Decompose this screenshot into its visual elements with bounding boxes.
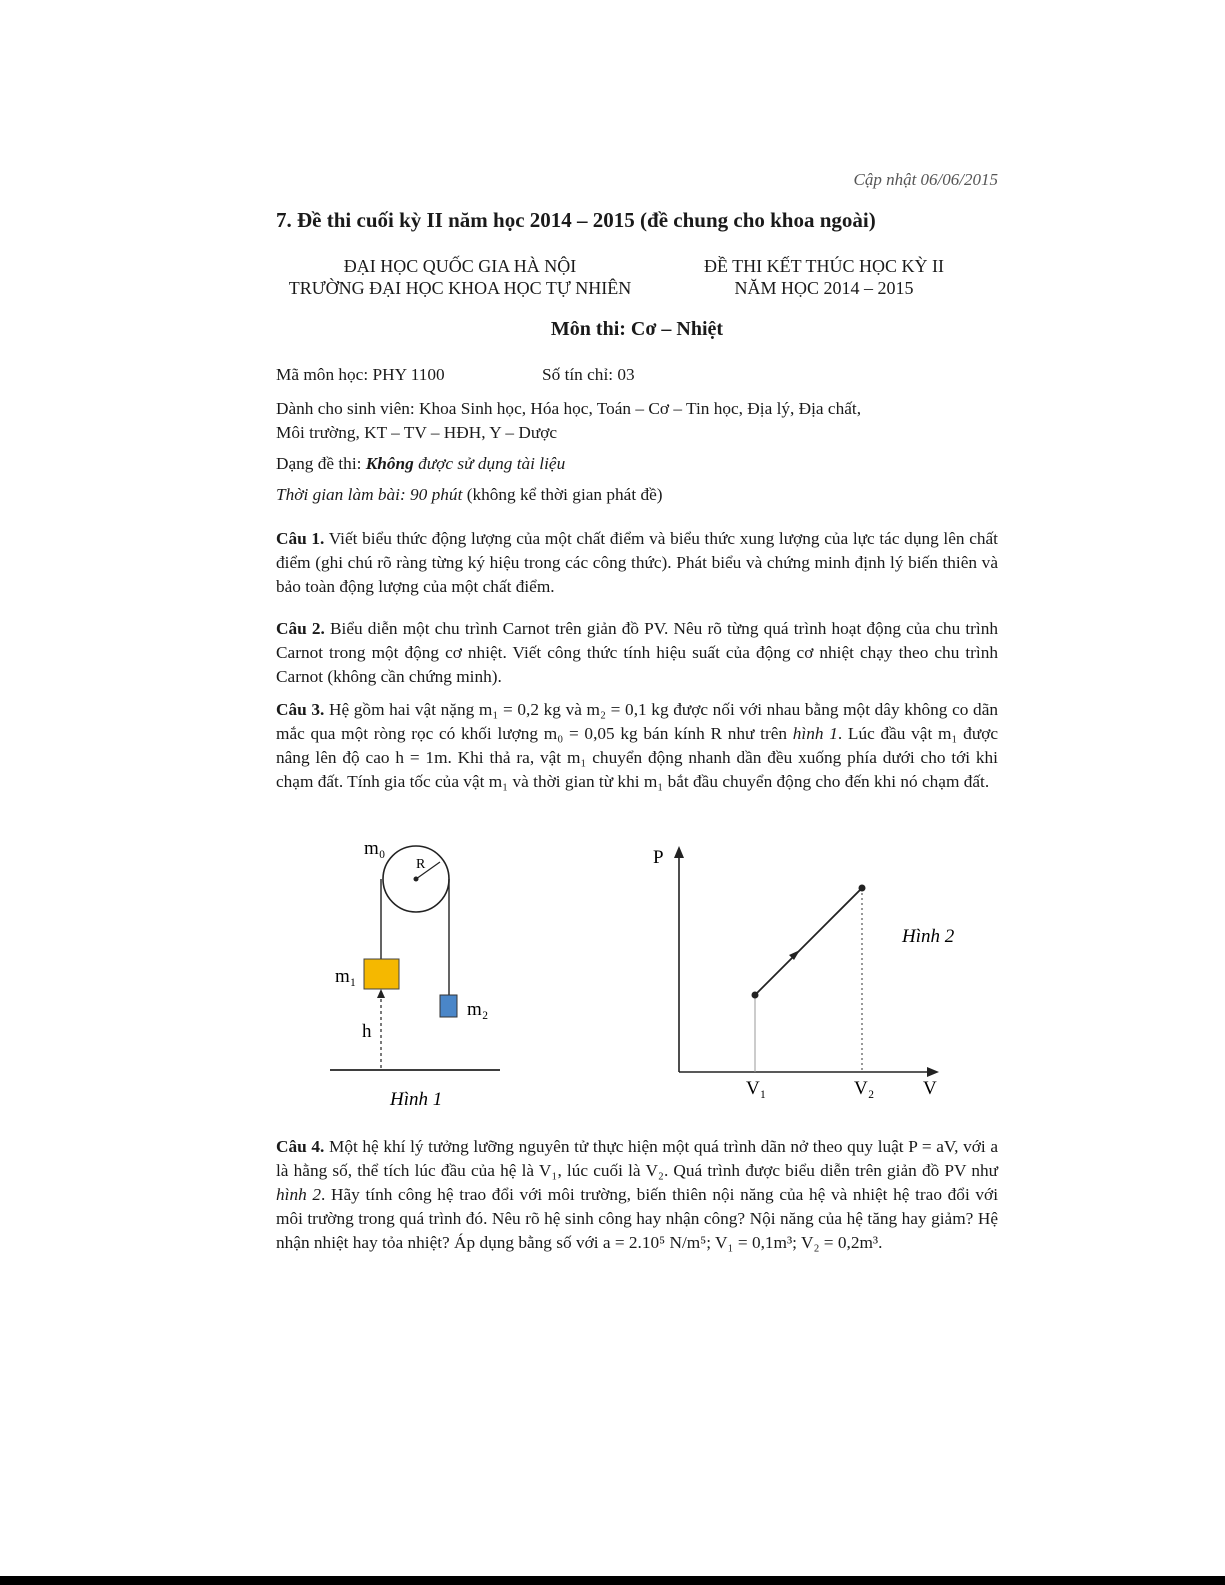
exam-name: ĐỀ THI KẾT THÚC HỌC KỲ II	[704, 256, 944, 276]
format-label: Dạng đề thi:	[276, 454, 366, 473]
school-year: NĂM HỌC 2014 – 2015	[734, 278, 914, 298]
figure-2	[640, 838, 960, 1103]
question-label: Câu 4.	[276, 1137, 325, 1156]
state-point-1	[752, 992, 759, 999]
mass-m2-block	[440, 995, 457, 1017]
faculty-name: TRƯỜNG ĐẠI HỌC KHOA HỌC TỰ NHIÊN	[288, 278, 632, 298]
question-text: . Lúc đầu vật m₁ được nâng lên độ cao h = 1m. Khi thả ra, vật m₁ chuyển động nhanh dần đều xuống phía dưới cho tới khi chạm đất. Tính gia tốc của vật m₁ và thời gian từ khi m₁ bắt đầu chuyển động cho đến khi nó chạm đất.	[276, 724, 998, 791]
subject-title: Môn thi: Cơ – Nhiệt	[550, 318, 724, 340]
figure-2-caption: Hình 2	[902, 926, 955, 947]
audience-line-2: Môi trường, KT – TV – HĐH, Y – Dược	[276, 423, 558, 442]
question-3	[276, 698, 998, 794]
question-label: Câu 2.	[276, 619, 325, 638]
question-text: . Hãy tính công hệ trao đổi với môi trường, biến thiên nội năng của hệ và nhiệt hệ trao đổi với môi trường trong quá trình đó. Nêu rõ hệ sinh công hay nhận công? Nội năng của hệ tăng hay giảm? Hệ nhận nhiệt hay tỏa nhiệt? Áp dụng bằng số với a = 2.10⁵ N/m⁵; V₁ = 0,1m³; V₂ = 0,2m³.	[276, 1185, 998, 1252]
format-bold: Không	[365, 454, 414, 473]
question-text: Hệ gồm hai vật nặng m₁ = 0,2 kg và m₂ = 0,1 kg được nối với nhau bằng một dây không co dãn mắc qua một ròng rọc có khối lượng m₀ = 0,05 kg bán kính R như trên	[276, 700, 999, 743]
question-text: Viết biểu thức động lượng của một chất điểm và biểu thức xung lượng của lực tác dụng lên chất điểm (ghi chú rõ ràng từng ký hiệu trong các công thức). Phát biểu và chứng minh định lý biến thiên và bảo toàn động lượng của một chất điểm.	[276, 529, 998, 596]
course-code: Mã môn học: PHY 1100	[276, 365, 445, 384]
question-2	[276, 617, 998, 689]
mass-m1-block	[364, 959, 399, 989]
height-arrow-head	[377, 989, 385, 998]
audience-line-1: Dành cho sinh viên: Khoa Sinh học, Hóa học, Toán – Cơ – Tin học, Địa lý, Địa chất,	[276, 399, 862, 418]
label-p-axis: P	[653, 847, 664, 868]
exam-time	[276, 483, 998, 507]
label-h: h	[362, 1021, 372, 1042]
label-m2: m₂	[467, 999, 489, 1020]
v-axis-arrow	[927, 1067, 939, 1077]
figure-1-caption: Hình 1	[390, 1089, 443, 1110]
audience	[276, 397, 998, 445]
label-v1: V₁	[746, 1078, 767, 1099]
question-label: Câu 3.	[276, 700, 325, 719]
institution-left	[250, 255, 670, 299]
figure-reference: hình 2	[276, 1185, 322, 1204]
label-v2: V₂	[854, 1078, 875, 1099]
time-italic: Thời gian làm bài: 90 phút	[276, 485, 463, 504]
time-rest: (không kể thời gian phát đề)	[462, 485, 663, 504]
label-m1: m₁	[335, 966, 357, 987]
update-note: Cập nhật 06/06/2015	[853, 170, 998, 189]
question-4	[276, 1135, 998, 1255]
label-v-axis: V	[923, 1078, 937, 1099]
figure-reference: hình 1	[792, 724, 838, 743]
state-point-2	[859, 885, 866, 892]
bottom-border	[0, 1576, 1225, 1585]
figure-1	[330, 832, 510, 1117]
format-rest: được sử dụng tài liệu	[413, 454, 566, 473]
credit-count: Số tín chỉ: 03	[542, 365, 635, 384]
p-axis-arrow	[674, 846, 684, 858]
question-text: Một hệ khí lý tưởng lưỡng nguyên tử thực hiện một quá trình dãn nở theo quy luật P = aV, với a là hằng số, thể tích lúc đầu của hệ là V₁, lúc cuối là V₂. Quá trình được biểu diễn trên giản đồ PV như	[276, 1137, 998, 1180]
course-info-row	[276, 363, 998, 387]
process-line	[755, 888, 862, 995]
document-heading: 7. Đề thi cuối kỳ II năm học 2014 – 2015 (đề chung cho khoa ngoài)	[276, 208, 876, 232]
label-r: R	[416, 857, 426, 872]
question-1	[276, 527, 998, 599]
university-name: ĐẠI HỌC QUỐC GIA HÀ NỘI	[343, 256, 577, 276]
question-label: Câu 1.	[276, 529, 325, 548]
exam-format	[276, 452, 998, 476]
question-text: Biểu diễn một chu trình Carnot trên giản đồ PV. Nêu rõ từng quá trình hoạt động của chu trình Carnot trong một động cơ nhiệt. Viết công thức tính hiệu suất của động cơ nhiệt chạy theo chu trình Carnot (không cần chứng minh).	[276, 619, 998, 686]
institution-right	[614, 255, 1034, 299]
label-m0: m₀	[364, 838, 386, 859]
